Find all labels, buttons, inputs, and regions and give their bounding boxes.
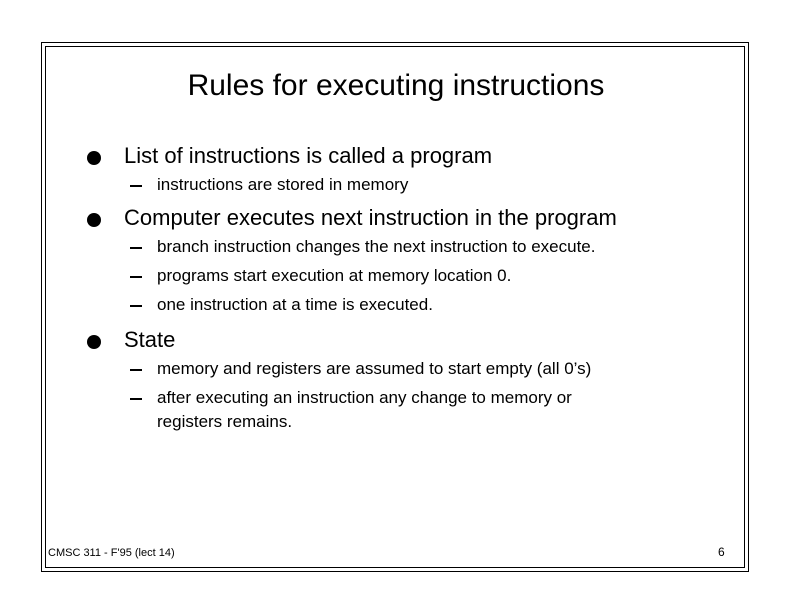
dash-icon xyxy=(130,247,142,249)
bullet-item: State xyxy=(124,327,176,352)
bullet-dot-icon xyxy=(87,213,101,227)
sub-item: branch instruction changes the next instruction to execute. xyxy=(157,237,596,256)
bullet-dot-icon xyxy=(87,151,101,165)
sub-item: one instruction at a time is executed. xyxy=(157,295,433,314)
slide-footer: CMSC 311 - F'95 (lect 14) xyxy=(48,547,175,559)
dash-icon xyxy=(130,185,142,187)
sub-item: programs start execution at memory location 0. xyxy=(157,266,512,285)
slide-title: Rules for executing instructions xyxy=(187,69,605,102)
sub-item: instructions are stored in memory xyxy=(157,175,409,194)
sub-item-continuation: registers remains. xyxy=(157,412,293,431)
dash-icon xyxy=(130,369,142,371)
dash-icon xyxy=(130,305,142,307)
dash-icon xyxy=(130,398,142,400)
dash-icon xyxy=(130,276,142,278)
sub-item: after executing an instruction any change to memory or xyxy=(157,388,572,407)
bullet-item: Computer executes next instruction in the program xyxy=(124,205,617,230)
sub-item: memory and registers are assumed to start empty (all 0’s) xyxy=(157,359,592,378)
page-number: 6 xyxy=(718,545,725,559)
bullet-dot-icon xyxy=(87,335,101,349)
bullet-item: List of instructions is called a program xyxy=(124,143,493,168)
